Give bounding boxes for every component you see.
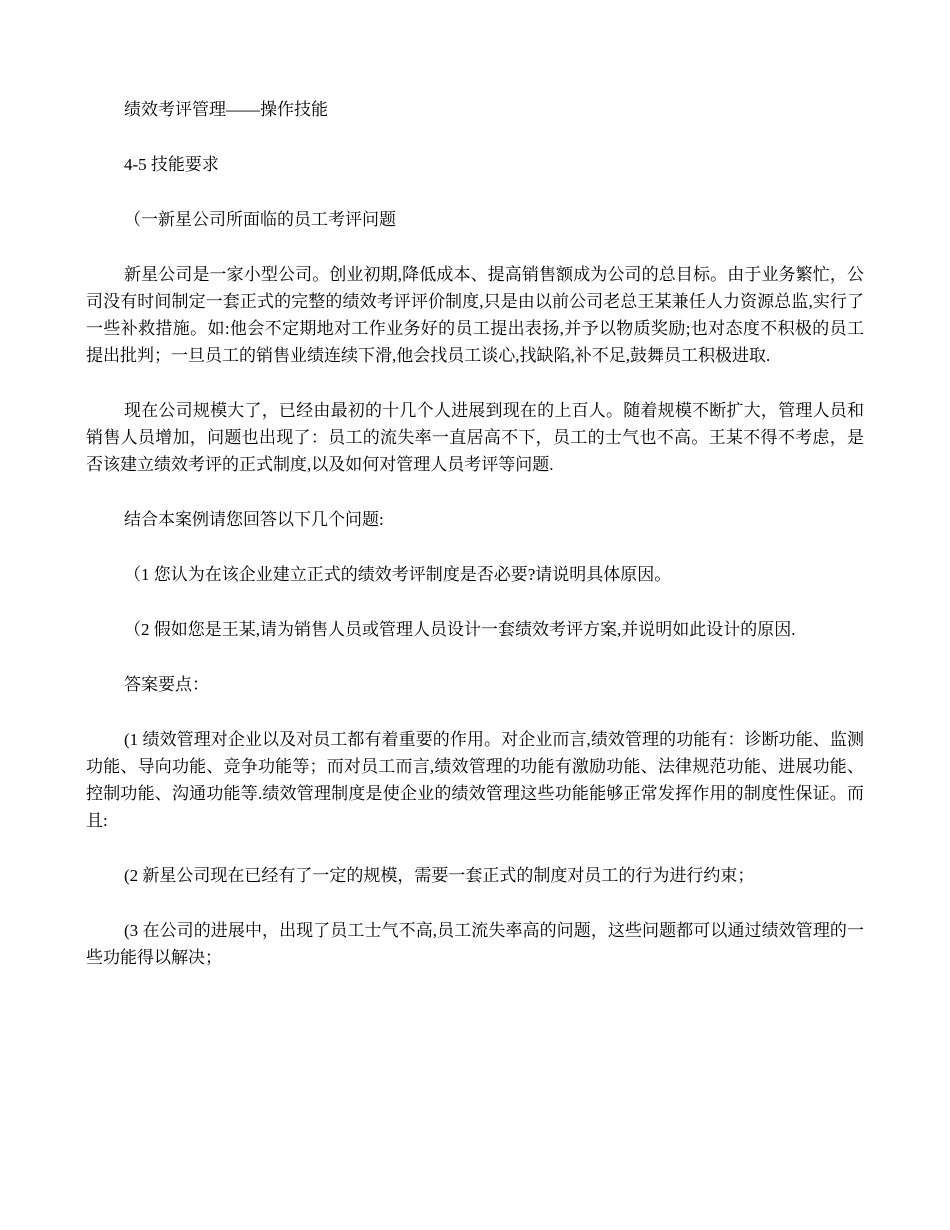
question-1: （1 您认为在该企业建立正式的绩效考评制度是否必要?请说明具体原因。 [124,565,672,584]
document-title: 绩效考评管理——操作技能 [124,100,328,119]
answer-point-3: (3 在公司的进展中，出现了员工士气不高,员工流失率高的问题，这些问题都可以通过绩效管理的一些功能得以解决； [86,921,864,967]
question-2: （2 假如您是王某,请为销售人员或管理人员设计一套绩效考评方案,并说明如此设计的原因. [124,620,796,639]
answer-point-1: (1 绩效管理对企业以及对员工都有着重要的作用。对企业而言,绩效管理的功能有：诊断功能、监测功能、导向功能、竞争功能等；而对员工而言,绩效管理的功能有激励功能、法律规范功能、进展功能、控制功能、沟通功能等.绩效管理制度是使企业的绩效管理这些功能能够正常发挥作用的制度性保证。而且: [86,730,864,830]
case-heading: （一新星公司所面临的员工考评问题 [124,210,396,229]
case-paragraph-2: 现在公司规模大了，已经由最初的十几个人进展到现在的上百人。随着规模不断扩大，管理人员和销售人员增加，问题也出现了：员工的流失率一直居高不下，员工的士气也不高。王某不得不考虑，是否该建立绩效考评的正式制度,以及如何对管理人员考评等问题. [86,401,864,474]
case-paragraph-1: 新星公司是一家小型公司。创业初期,降低成本、提高销售额成为公司的总目标。由于业务繁忙，公司没有时间制定一套正式的完整的绩效考评评价制度,只是由以前公司老总王某兼任人力资源总监,实行了一些补救措施。如:他会不定期地对工作业务好的员工提出表扬,并予以物质奖励;也对态度不积极的员工提出批判；一旦员工的销售业绩连续下滑,他会找员工谈心,找缺陷,补不足,鼓舞员工积极进取. [86,265,864,365]
answer-point-2: (2 新星公司现在已经有了一定的规模，需要一套正式的制度对员工的行为进行约束； [124,866,755,885]
answer-heading: 答案要点： [124,675,209,694]
questions-intro: 结合本案例请您回答以下几个问题: [124,510,384,529]
section-heading: 4-5 技能要求 [124,155,219,174]
